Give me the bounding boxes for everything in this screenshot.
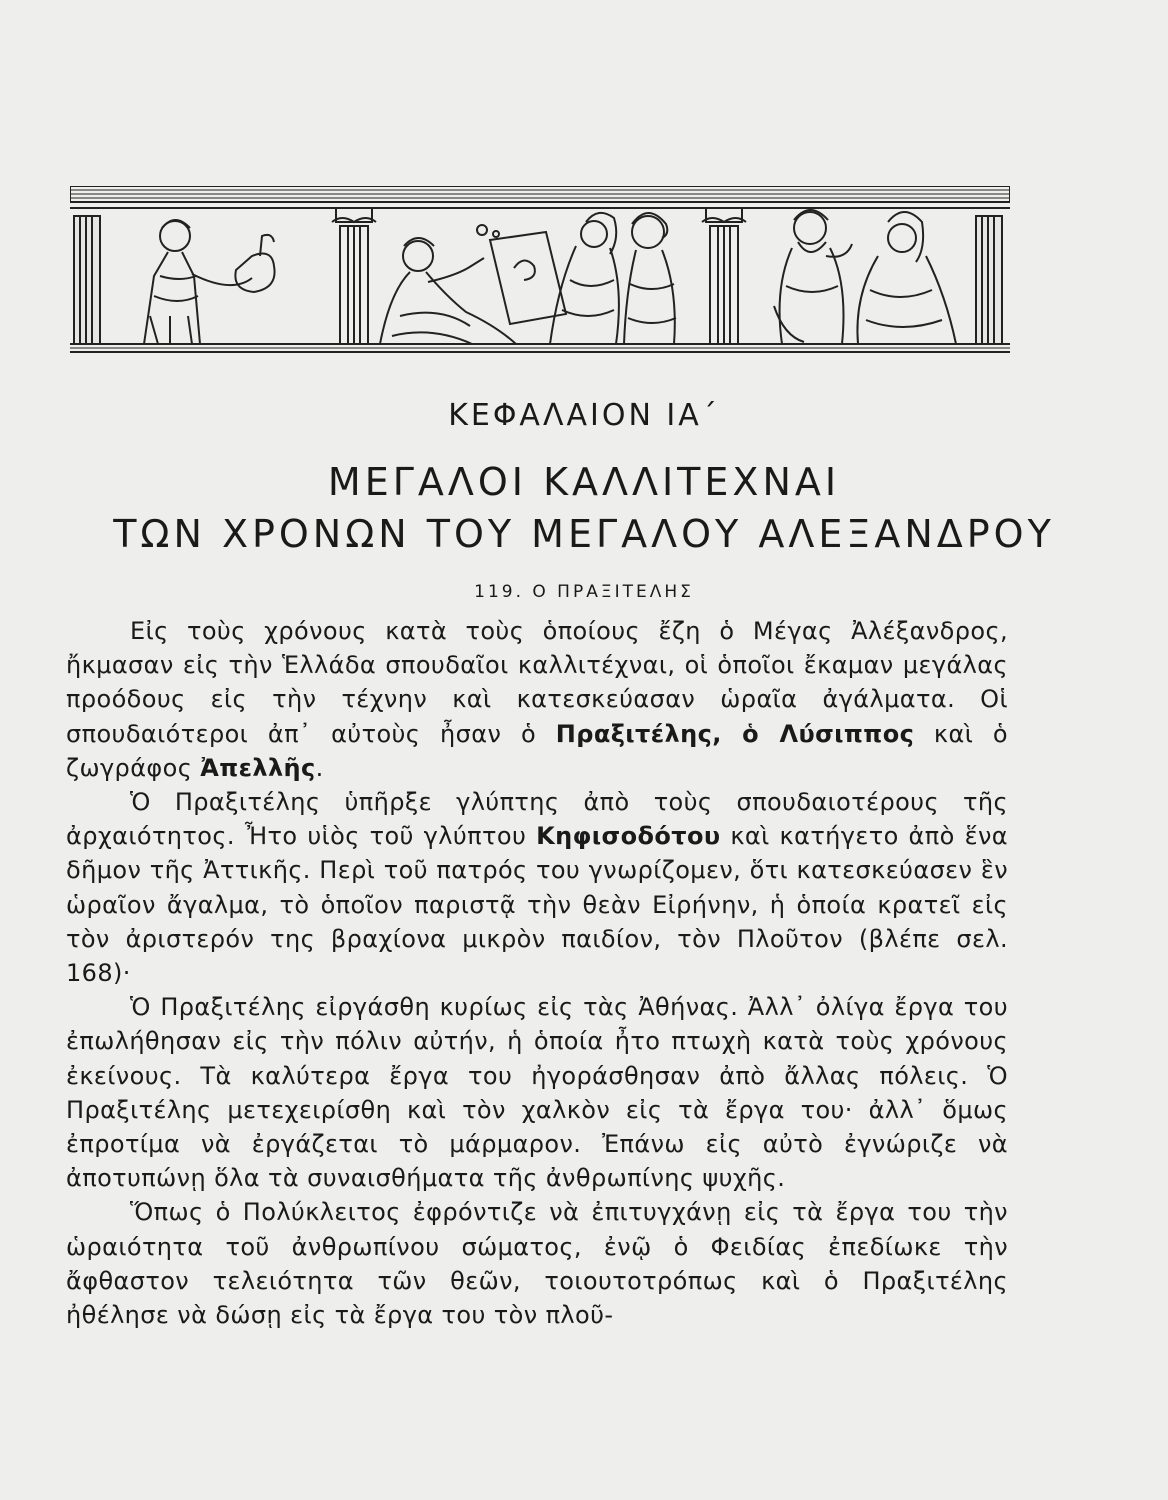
body-text — [66, 614, 1008, 1332]
paragraph-4: Ὅπως ὁ Πολύκλειτος ἐφρόντιζε νὰ ἐπιτυγχάνῃ εἰς τὰ ἔργα του τὴν ὡραιότητα τοῦ ἀνθρωπίνου σώματος, ἐνῷ ὁ Φειδίας ἐπεδίωκε τὴν ἄφθαστον τελειότητα τῶν θεῶν, τοιουτοτρόπως καὶ ὁ Πραξιτέλης ἠθέλησε νὰ δώσῃ εἰς τὰ ἔργα του τὸν πλοῦ- — [66, 1198, 1008, 1330]
name-kephisodotos: Κηφισοδότου — [536, 822, 721, 851]
chapter-heading: ΚΕΦΑΛΑΙΟΝ ΙΑ΄ — [448, 398, 720, 433]
paragraph-2: Ὁ Πραξιτέλης ὑπῆρξε γλύπτης ἀπὸ τοὺς σπουδαιοτέρους τῆς ἀρχαιότητος. Ἦτο υἱὸς τοῦ γλύπτου Κηφισοδότου καὶ κατήγετο ἀπὸ ἕνα δῆμον τῆς Ἀττικῆς. Περὶ τοῦ πατρός του γνωρίζομεν, ὅτι κατεσκεύασεν ἓν ὡραῖον ἄγαλμα, τὸ ὁποῖον παριστᾷ τὴν θεὰν Εἰρήνην, ἡ ὁποία κρατεῖ εἰς τὸν ἀριστερόν της βραχίονα μικρὸν παιδίον, τὸν Πλοῦτον (βλέπε σελ. 168)· — [66, 788, 1008, 988]
name-lysippos: Λύσιππος — [779, 719, 915, 748]
paragraph-1: Εἰς τοὺς χρόνους κατὰ τοὺς ὁποίους ἔζη ὁ Μέγας Ἀλέξανδρος, ἤκμασαν εἰς τὴν Ἑλλάδα σπουδαῖοι καλλιτέχναι, οἱ ὁποῖοι ἔκαμαν μεγάλας προόδους εἰς τὴν τέχνην καὶ κατεσκεύασαν ὡραῖα ἀγάλματα. Οἱ σπουδαιότεροι ἀπ᾽ αὐτοὺς ἦσαν ὁ Πραξιτέλης, ὁ Λύσιππος καὶ ὁ ζωγράφος Ἀπελλῆς. — [66, 617, 1009, 782]
frieze-illustration — [70, 186, 1010, 356]
section-heading: 119. Ο ΠΡΑΞΙΤΕΛΗΣ — [474, 582, 694, 602]
title-line-2: ΤΩΝ ΧΡΟΝΩΝ ΤΟΥ ΜΕΓΑΛΟΥ ΑΛΕΞΑΝΔΡΟΥ — [113, 512, 1055, 556]
name-praxiteles: Πραξιτέλης — [555, 719, 713, 748]
name-apelles: Ἀπελλῆς — [200, 753, 316, 782]
title-line-1: ΜΕΓΑΛΟΙ ΚΑΛΛΙΤΕΧΝΑΙ — [327, 460, 841, 504]
paragraph-3: Ὁ Πραξιτέλης εἰργάσθη κυρίως εἰς τὰς Ἀθήνας. Ἀλλ᾽ ὀλίγα ἔργα του ἐπωλήθησαν εἰς τὴν πόλιν αὐτήν, ἡ ὁποία ἦτο πτωχὴ κατὰ τοὺς χρόνους ἐκείνους. Τὰ καλύτερα ἔργα του ἠγοράσθησαν ἀπὸ ἄλλας πόλεις. Ὁ Πραξιτέλης μετεχειρίσθη καὶ τὸν χαλκὸν εἰς τὰ ἔργα του· ἀλλ᾽ ὅμως ἐπροτίμα νὰ ἐργάζεται τὸ μάρμαρον. Ἐπάνω εἰς αὐτὸ ἐγνώριζε νὰ ἀποτυπώνῃ ὅλα τὰ συναισθήματα τῆς ἀνθρωπίνης ψυχῆς. — [66, 993, 1008, 1193]
